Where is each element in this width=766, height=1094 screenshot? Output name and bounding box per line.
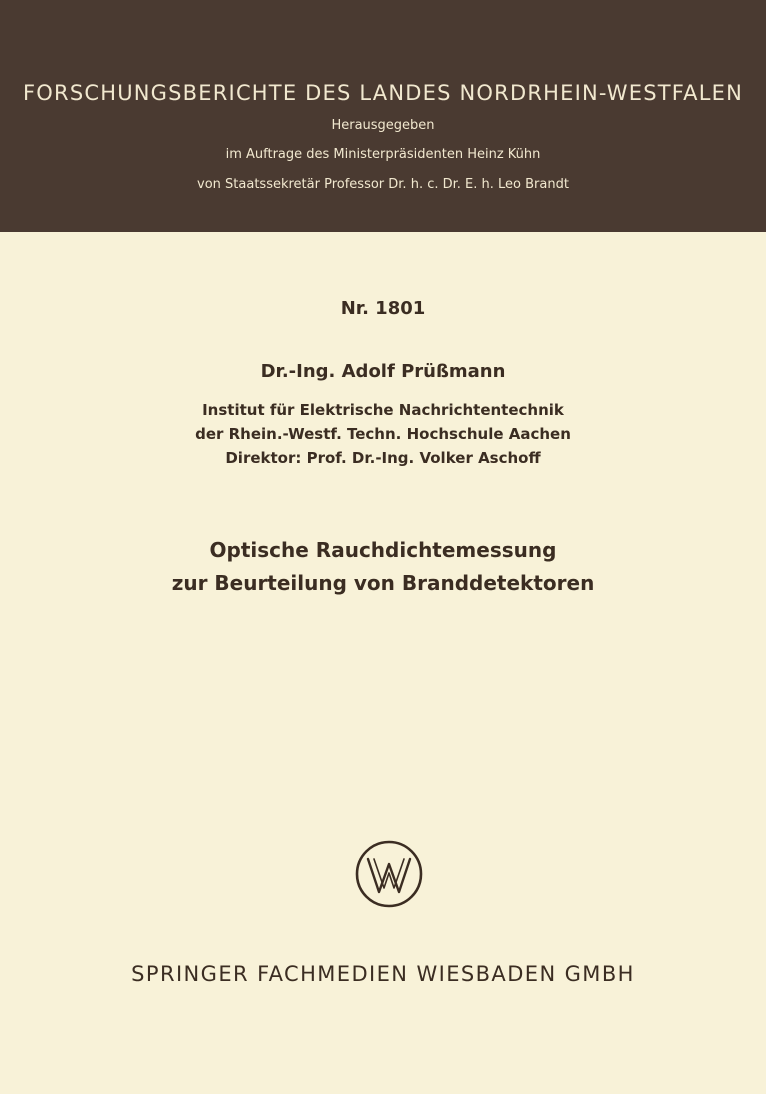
series-title: FORSCHUNGSBERICHTE DES LANDES NORDRHEIN-WESTFALEN: [23, 81, 743, 105]
affiliation-line-2: der Rhein.-Westf. Techn. Hochschule Aachen: [195, 425, 571, 443]
affiliation-line-3: Direktor: Prof. Dr.-Ing. Volker Aschoff: [225, 449, 541, 467]
secretary-line: von Staatssekretär Professor Dr. h. c. Dr. E. h. Leo Brandt: [197, 177, 569, 192]
author-name: Dr.-Ing. Adolf Prüßmann: [260, 361, 506, 382]
publisher-name: SPRINGER FACHMEDIEN WIESBADEN GMBH: [131, 962, 635, 986]
affiliation-line-1: Institut für Elektrische Nachrichtentechnik: [202, 401, 564, 419]
edited-by-line: Herausgegeben: [331, 118, 435, 133]
commissioned-by-line: im Auftrage des Ministerpräsidenten Heinz Kühn: [225, 147, 541, 162]
book-title-line-1: Optische Rauchdichtemessung: [209, 538, 557, 562]
header-band: [0, 0, 766, 232]
book-title-line-2: zur Beurteilung von Branddetektoren: [171, 571, 595, 595]
springer-w-logo-icon: [355, 840, 423, 908]
issue-number: Nr. 1801: [340, 298, 426, 319]
